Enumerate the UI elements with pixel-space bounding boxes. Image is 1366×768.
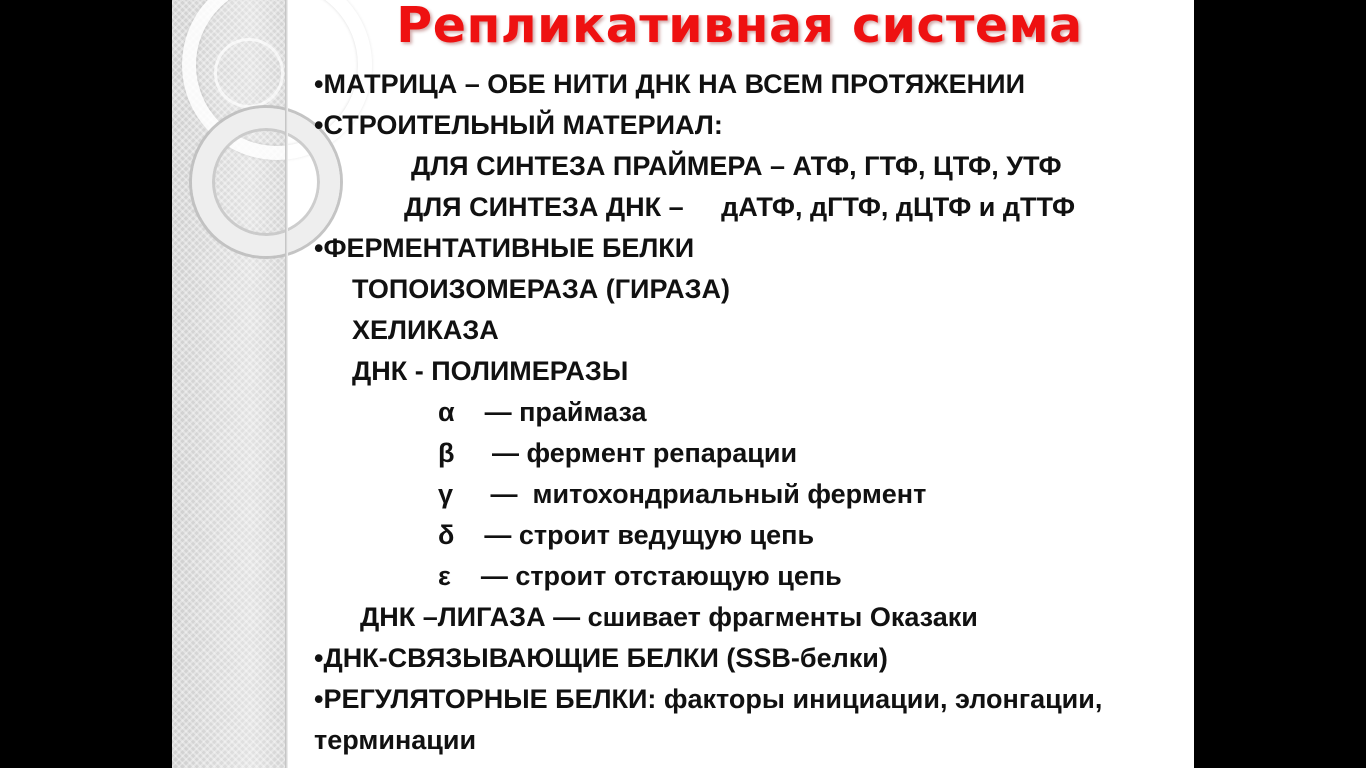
primer-synthesis-line: ДЛЯ СИНТЕЗА ПРАЙМЕРА – АТФ, ГТФ, ЦТФ, УТФ	[411, 151, 1062, 181]
side-panel-edge	[285, 0, 288, 768]
regulatory-proteins-continuation: терминации	[314, 725, 477, 755]
helicase-line: ХЕЛИКАЗА	[352, 315, 499, 345]
polymerase-beta-line: β — фермент репарации	[438, 438, 798, 468]
polymerase-gamma-line: γ — митохондриальный фермент	[438, 479, 927, 509]
dna-polymerases-line: ДНК - ПОЛИМЕРАЗЫ	[352, 356, 629, 386]
polymerase-epsilon-line: ε — строит отстающую цепь	[438, 561, 842, 591]
bullet-building-material: •СТРОИТЕЛЬНЫЙ МАТЕРИАЛ:	[314, 110, 723, 140]
bullet-enzymatic-proteins: •ФЕРМЕНТАТИВНЫЕ БЕЛКИ	[314, 233, 695, 263]
decorative-side-panel	[172, 0, 285, 768]
bullet-regulatory-proteins: •РЕГУЛЯТОРНЫЕ БЕЛКИ: факторы инициации, элонгации,	[314, 684, 1103, 714]
slide-title: Репликативная система	[396, 0, 1083, 54]
bullet-template: •МАТРИЦА – ОБЕ НИТИ ДНК НА ВСЕМ ПРОТЯЖЕНИИ	[314, 69, 1025, 99]
dna-ligase-line: ДНК –ЛИГАЗА — сшивает фрагменты Оказаки	[360, 602, 978, 632]
topoisomerase-line: ТОПОИЗОМЕРАЗА (ГИРАЗА)	[352, 274, 730, 304]
dna-synthesis-line: ДЛЯ СИНТЕЗА ДНК – дАТФ, дГТФ, дЦТФ и дТТФ	[404, 192, 1076, 222]
decorative-ring-tiny	[214, 38, 284, 108]
slide	[172, 0, 1194, 768]
bullet-dna-binding-proteins: •ДНК-СВЯЗЫВАЮЩИЕ БЕЛКИ (SSB-белки)	[314, 643, 888, 673]
polymerase-delta-line: δ — строит ведущую цепь	[438, 520, 815, 550]
polymerase-alpha-line: α — праймаза	[438, 397, 647, 427]
